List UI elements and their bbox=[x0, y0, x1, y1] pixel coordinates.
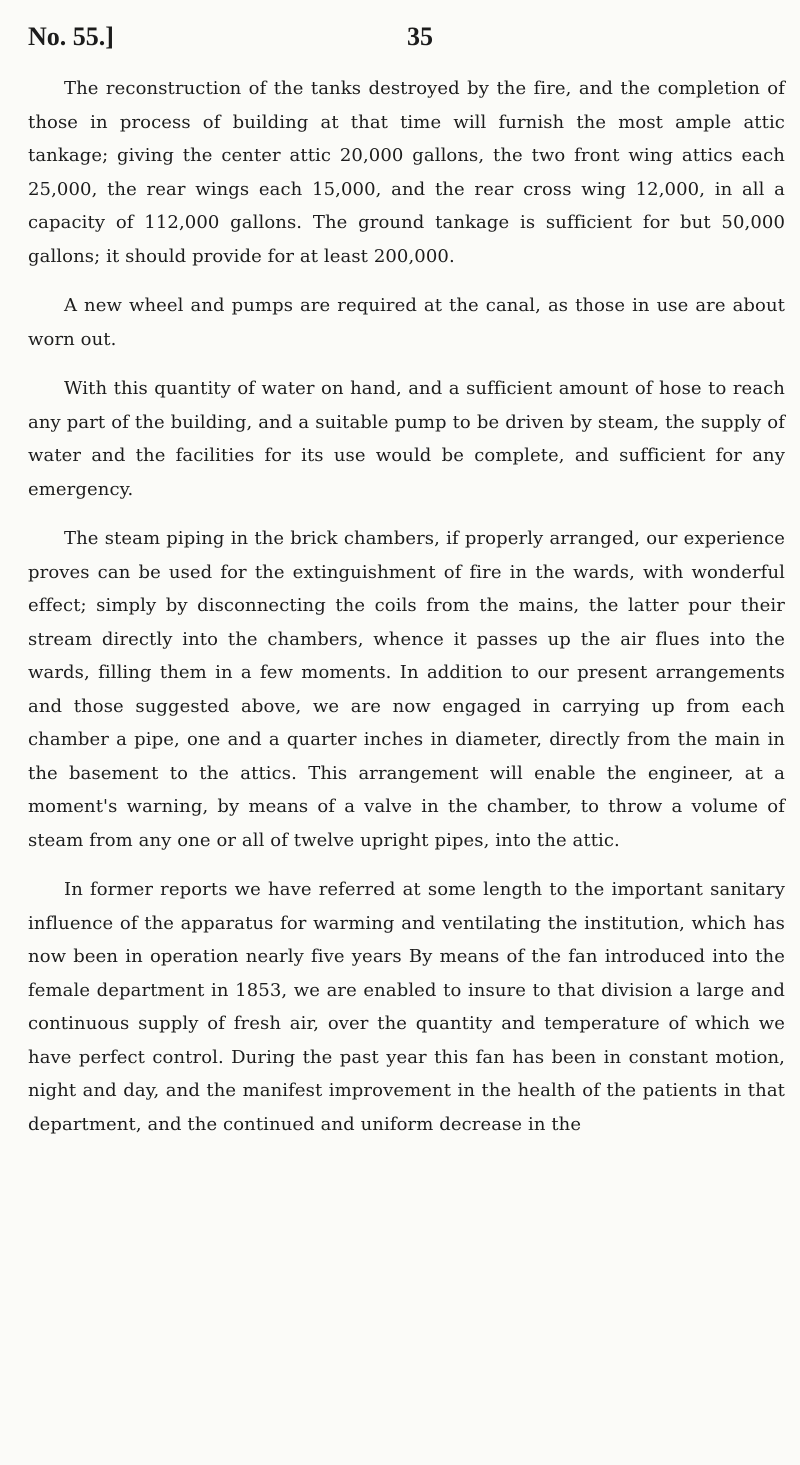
paragraph-steam-piping: The steam piping in the brick chambers, if properly arranged, our experience proves can be used for the extinguishment of fire in the wards, with wonderful effect; simply by disconnecting the coils from the mains, the latter pour their stream directly into the chambers, whence it passes up the air flues into the wards, filling them in a few moments. In addition to our present arrangements and those suggested above, we are now engaged in carrying up from each chamber a pipe, one and a quarter inches in diameter, directly from the main in the basement to the attics. This arrangement will enable the engineer, at a moment's warning, by means of a valve in the chamber, to throw a volume of steam from any one or all of twelve upright pipes, into the attic. bbox=[28, 528, 785, 851]
paragraph-ventilation: In former reports we have referred at some length to the important sanitary influence of the apparatus for warming and ventilating the institution, which has now been in operation nearly five years By means of the fan introduced into the female department in 1853, we are enabled to insure to that division a large and continuous supply of fresh air, over the quantity and temperature of which we have perfect control. During the past year this fan has been in constant motion, night and day, and the manifest improvement in the health of the patients in that department, and the continued and uniform decrease in the bbox=[28, 879, 785, 1135]
paragraph-water-supply: With this quantity of water on hand, and a sufficient amount of hose to reach any part of the building, and a suitable pump to be driven by steam, the supply of water and the facilities for its use would be complete, and sufficient for any emergency. bbox=[28, 378, 785, 500]
report-number: No. 55.] bbox=[28, 22, 114, 51]
paragraph-tankage: The reconstruction of the tanks destroyed by the fire, and the completion of those in process of building at that time will furnish the most ample attic tankage; giving the center attic 20,000 gallons, the two front wing attics each 25,000, the rear wings each 15,000, and the rear cross wing 12,000, in all a capacity of 112,000 gallons. The ground tankage is sufficient for but 50,000 gallons; it should provide for at least 200,000. bbox=[28, 78, 785, 267]
body-text bbox=[28, 72, 785, 1141]
running-head bbox=[28, 22, 433, 62]
page-number: 35 bbox=[407, 22, 433, 51]
paragraph-wheel-pumps: A new wheel and pumps are required at the canal, as those in use are about worn out. bbox=[28, 295, 785, 350]
